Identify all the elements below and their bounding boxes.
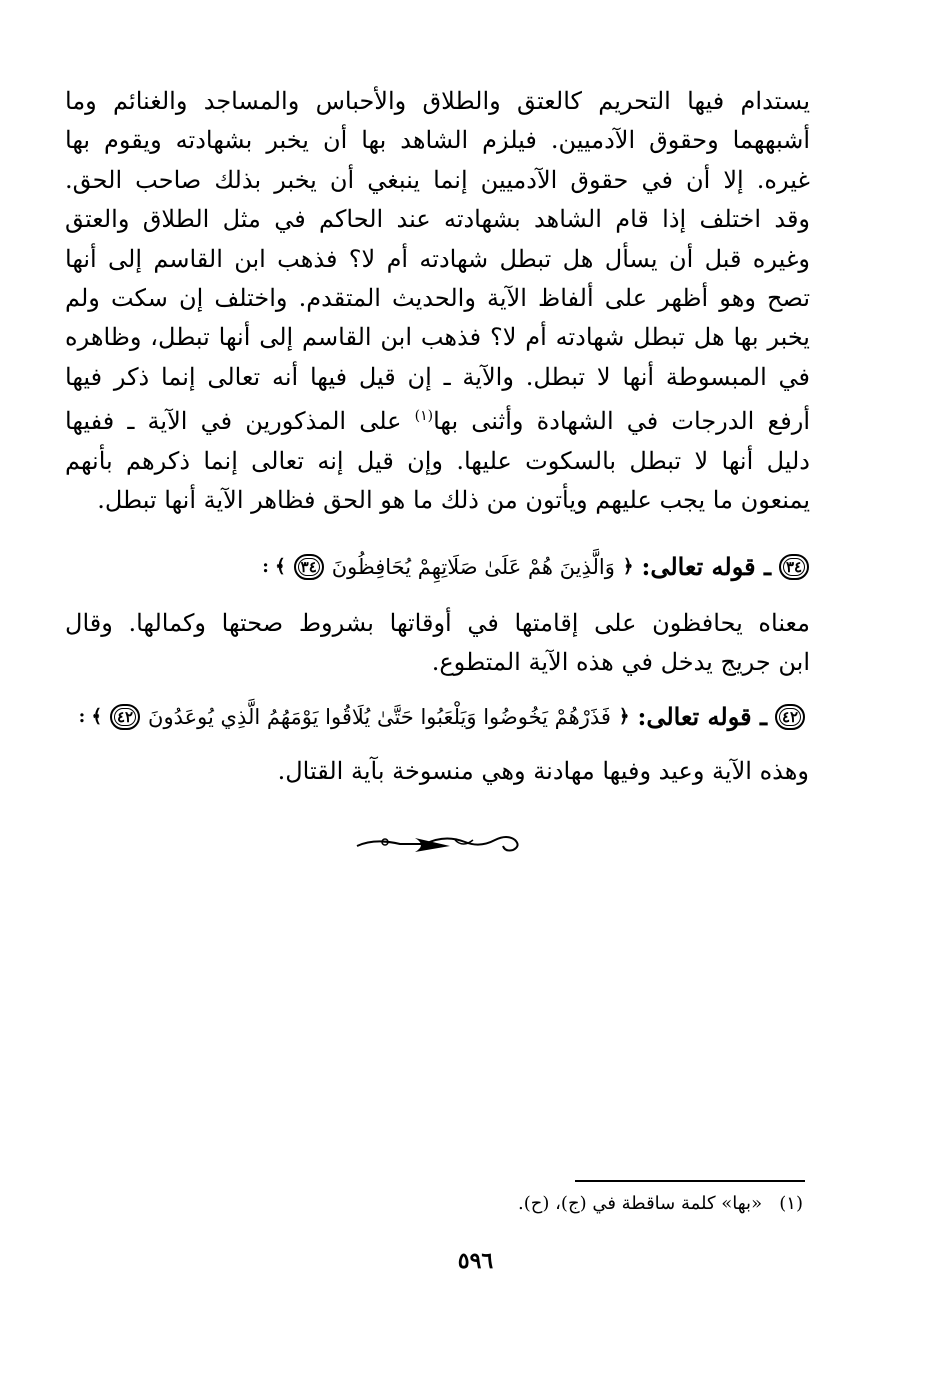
ayah-end-badge: ٣٤: [294, 554, 324, 580]
verse-heading-42: [79, 702, 805, 731]
text-line: وغيره قبل أن يسأل هل تبطل شهادته أم لا؟ فذهب ابن القاسم إلى أنها: [65, 244, 810, 273]
ornament-divider-icon: [355, 828, 525, 858]
text-line: غيره. إلا أن في حقوق الآدميين إنما ينبغي أن يخبر بذلك صاحب الحق.: [65, 165, 810, 194]
text-line: أشبههما وحقوق الآدميين. فيلزم الشاهد بها أن يخبر بشهادته ويقوم بها: [65, 126, 810, 155]
text-line: ابن جريج يدخل في هذه الآية المتطوع.: [431, 648, 810, 677]
line-segment: أرفع الدرجات في الشهادة وأثنى بها: [433, 407, 810, 436]
verse-heading-34: [262, 552, 809, 581]
paragraph-2: [65, 604, 810, 683]
text-line: معناه يحافظون على إقامتها في أوقاتها بشروط صحتها وكمالها. وقال: [65, 609, 810, 637]
text-line: يخبر بها هل تبطل شهادته أم لا؟ فذهب ابن القاسم إلى أنها تبطل، وظاهره: [65, 323, 810, 352]
ornate-bracket-close: ﴾ :: [262, 556, 286, 577]
text-line: [65, 397, 810, 441]
ornate-bracket-open: ﴿: [622, 556, 634, 577]
footnote-reference[interactable]: (١): [414, 408, 434, 425]
text-line: يمنعون ما يجب عليهم ويأتون من ذلك ما هو الحق فظاهر الآية أنها تبطل.: [97, 486, 810, 515]
ornate-bracket-open: ﴿: [618, 706, 630, 727]
footnote-text: «بها» كلمة ساقطة في (ج)، (ح).: [518, 1193, 763, 1214]
footnote: [518, 1193, 803, 1214]
text-line: دليل أنها لا تبطل بالسكوت عليها. وإن قيل إنه تعالى إنما ذكرهم بأنهم: [65, 446, 810, 475]
quran-verse: فَذَرْهُمْ يَخُوضُوا وَيَلْعَبُوا حَتَّىٰ يُلَاقُوا يَوْمَهُمُ الَّذِي يُوعَدُونَ: [148, 704, 611, 729]
ayah-number-badge: ٤٢: [775, 704, 805, 730]
paragraph-1: [65, 82, 810, 520]
ornate-bracket-close: ﴾ :: [78, 706, 103, 727]
line-segment: على المذكورين في الآية ـ ففيها: [65, 407, 402, 436]
footnote-number: (١): [779, 1193, 803, 1214]
text-line: يستدام فيها التحريم كالعتق والطلاق والأحباس والمساجد والغنائم وما: [65, 87, 810, 115]
ayah-end-badge: ٤٢: [110, 704, 140, 730]
heading-prefix: ـ قوله تعالى:: [637, 702, 767, 731]
text-line: وقد اختلف إذا قام الشاهد بشهادته عند الحاكم في مثل الطلاق والعتق: [65, 205, 810, 234]
heading-prefix: ـ قوله تعالى:: [641, 552, 771, 581]
ayah-number-badge: ٣٤: [779, 554, 809, 580]
paragraph-3: [109, 752, 809, 791]
footnote-separator: [575, 1180, 805, 1182]
page-number: ٥٩٦: [457, 1248, 494, 1274]
quran-verse: وَالَّذِينَ هُمْ عَلَىٰ صَلَاتِهِمْ يُحَافِظُونَ: [331, 554, 615, 579]
text-line: في المبسوطة أنها لا تبطل. والآية ـ إن قيل فيها أنه تعالى إنما ذكر فيها: [65, 362, 810, 391]
text-line: تصح وهو أظهر على ألفاظ الآية والحديث المتقدم. واختلف إن سكت ولم: [65, 284, 810, 313]
text-line: وهذه الآية وعيد وفيها مهادنة وهي منسوخة بآية القتال.: [277, 757, 809, 785]
